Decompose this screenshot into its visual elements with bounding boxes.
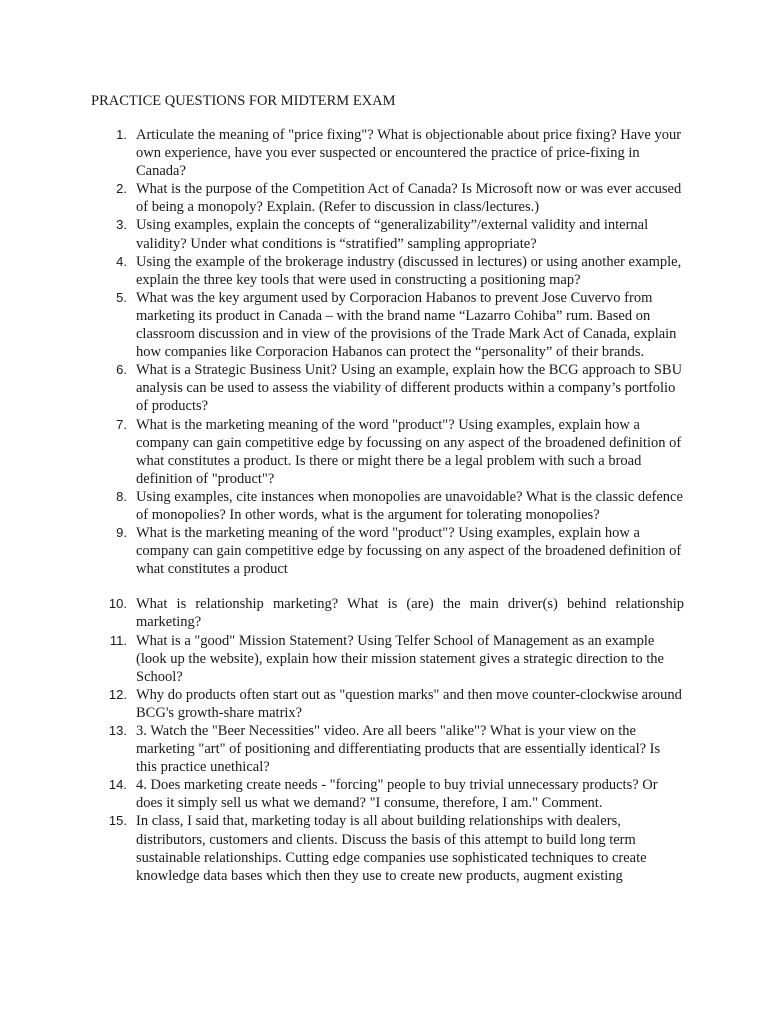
question-item-11 bbox=[0, 632, 768, 686]
question-number: 13. bbox=[108, 723, 127, 738]
question-item-5 bbox=[0, 289, 768, 361]
question-item-4 bbox=[0, 253, 768, 289]
question-text: What is the purpose of the Competition Act of Canada? Is Microsoft now or was ever accused of being a monopoly? Explain. (Refer to discussion in class/lectures.) bbox=[136, 181, 682, 216]
question-number: 14. bbox=[108, 777, 127, 793]
question-item-12 bbox=[0, 686, 768, 722]
question-number: 6. bbox=[116, 362, 127, 378]
question-item-3 bbox=[0, 216, 768, 252]
question-number: 2. bbox=[116, 181, 127, 197]
question-text: What is the marketing meaning of the word "product"? Using examples, explain how a company can gain competitive edge by focussing on any aspect of the broadened definition of what constitutes a product bbox=[136, 525, 682, 578]
question-item-15 bbox=[0, 812, 768, 884]
question-item-7 bbox=[0, 416, 768, 488]
question-item-1 bbox=[0, 126, 768, 180]
question-text: 4. Does marketing create needs - "forcing" people to buy trivial unnecessary products? Or does it simply sell us what we demand? "I consume, therefore, I am." Comment. bbox=[136, 777, 658, 812]
question-number: 15. bbox=[108, 813, 127, 829]
question-item-14 bbox=[0, 776, 768, 812]
question-number: 10. bbox=[108, 596, 127, 612]
question-text: Articulate the meaning of "price fixing"? What is objectionable about price fixing? Have your own experience, have you ever suspected or encountered the practice of price-fixing in Canada? bbox=[136, 127, 682, 180]
question-item-9 bbox=[0, 524, 768, 578]
question-number: 11. bbox=[109, 632, 127, 648]
question-text: What is relationship marketing? What is (are) the main driver(s) behind relationship marketing? bbox=[136, 596, 684, 631]
question-text: Using examples, explain the concepts of “generalizability”/external validity and internal validity? Under what conditions is “stratified” sampling appropriate? bbox=[136, 217, 649, 252]
document-title: PRACTICE QUESTIONS FOR MIDTERM EXAM bbox=[91, 93, 396, 109]
question-text: What was the key argument used by Corporacion Habanos to prevent Jose Cuvervo from marketing its product in Canada – with the brand name “Lazarro Cohiba” rum. Based on classroom discussion and in view of the provisions of the Trade Mark Act of Canada, explain how companies like Corporacion Habanos can protect the “personality” of their brands. bbox=[136, 289, 677, 361]
question-number: 7. bbox=[116, 416, 127, 432]
question-item-8 bbox=[0, 488, 768, 524]
question-text: What is the marketing meaning of the word "product"? Using examples, explain how a company can gain competitive edge by focussing on any aspect of the broadened definition of what constitutes a product. Is there or might there be a legal problem with such a broad definition of "product"? bbox=[136, 416, 682, 487]
question-text: Using the example of the brokerage industry (discussed in lectures) or using another example, explain the three key tools that were used in constructing a positioning map? bbox=[136, 253, 682, 288]
question-number: 8. bbox=[116, 488, 127, 504]
question-item-2 bbox=[0, 180, 768, 216]
question-list bbox=[0, 126, 768, 885]
question-text: Using examples, cite instances when monopolies are unavoidable? What is the classic defence of monopolies? In other words, what is the argument for tolerating monopolies? bbox=[136, 488, 683, 523]
question-number: 5. bbox=[116, 289, 127, 305]
question-text: In class, I said that, marketing today is all about building relationships with dealers, distributors, customers and clients. Discuss the basis of this attempt to build long term sustainable relationships. Cutting edge companies use sophisticated techniques to create knowledge data bases which then they use to create new products, augment existing bbox=[136, 813, 647, 884]
question-number: 3. bbox=[116, 217, 127, 233]
question-spacer bbox=[0, 578, 768, 595]
question-text: What is a "good" Mission Statement? Using Telfer School of Management as an example (look up the website), explain how their mission statement gives a strategic direction to the School? bbox=[136, 632, 664, 685]
question-number: 4. bbox=[116, 253, 127, 269]
question-text: Why do products often start out as "question marks" and then move counter-clockwise around BCG's growth-share matrix? bbox=[136, 686, 682, 721]
question-item-10 bbox=[0, 595, 768, 631]
question-number: 1. bbox=[116, 127, 127, 142]
question-text: 3. Watch the "Beer Necessities" video. Are all beers "alike"? What is your view on the marketing "art" of positioning and differentiating products that are essentially identical? Is this practice unethical? bbox=[136, 723, 661, 776]
question-number: 9. bbox=[116, 525, 127, 541]
question-item-13 bbox=[0, 722, 768, 776]
question-text: What is a Strategic Business Unit? Using an example, explain how the BCG approach to SBU analysis can be used to assess the viability of different products within a company’s portfolio of products? bbox=[136, 362, 683, 415]
question-number: 12. bbox=[108, 686, 127, 702]
question-item-6 bbox=[0, 361, 768, 415]
